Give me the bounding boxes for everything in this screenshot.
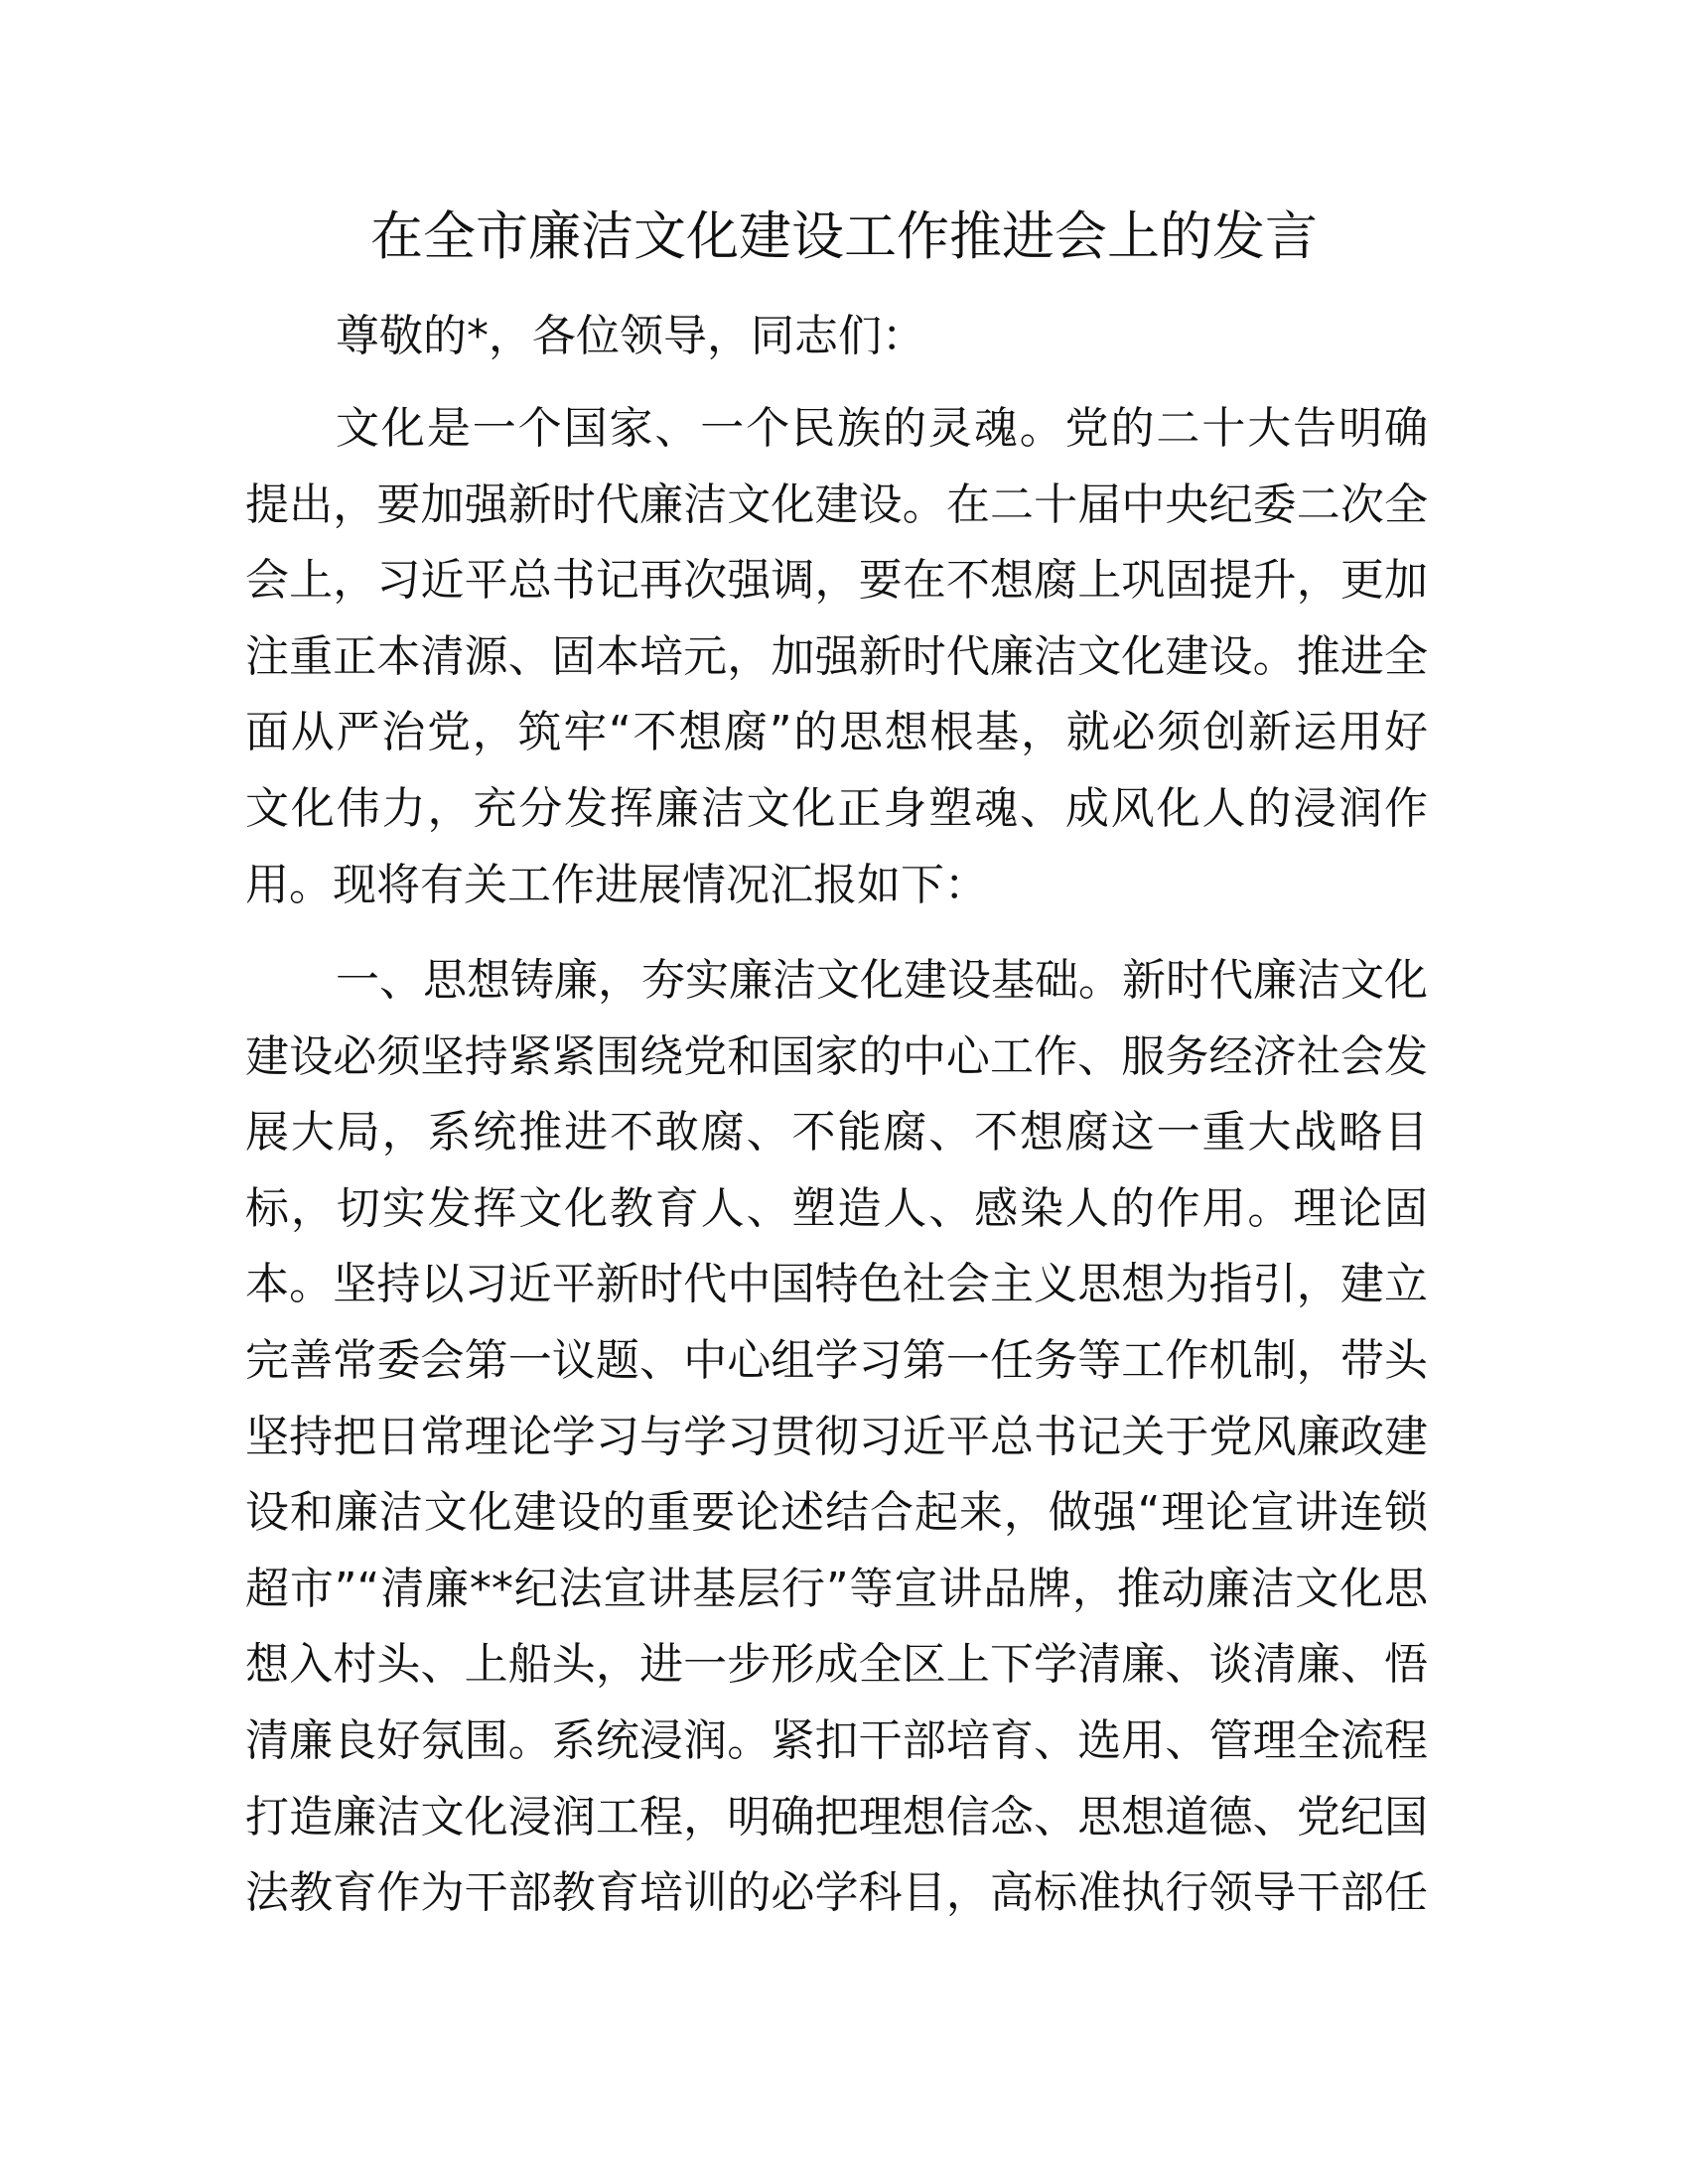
paragraph-line: 超市”“清廉**纪法宣讲基层行”等宣讲品牌，推动廉洁文化思 (245, 1563, 1428, 1614)
paragraph-line: 展大局，系统推进不敢腐、不能腐、不想腐这一重大战略目 (245, 1107, 1428, 1159)
paragraph-line: 提出，要加强新时代廉洁文化建设。在二十届中央纪委二次全 (245, 478, 1428, 530)
paragraph-line: 建设必须坚持紧紧围绕党和国家的中心工作、服务经济社会发 (245, 1030, 1428, 1082)
paragraph-line: 想入村头、上船头，进一步形成全区上下学清廉、谈清廉、悟 (245, 1639, 1428, 1691)
paragraph-line: 完善常委会第一议题、中心组学习第一任务等工作机制，带头 (245, 1335, 1428, 1386)
paragraph-line: 打造廉洁文化浸润工程，明确把理想信念、思想道德、党纪国 (245, 1791, 1428, 1843)
paragraph-line: 会上，习近平总书记再次强调，要在不想腐上巩固提升，更加 (245, 555, 1428, 607)
document-title: 在全市廉洁文化建设工作推进会上的发言 (370, 206, 1318, 267)
paragraph-line: 文化是一个国家、一个民族的灵魂。党的二十大告明确 (336, 403, 1428, 454)
salutation: 尊敬的*，各位领导，同志们： (336, 311, 925, 361)
paragraph-line: 用。现将有关工作进展情况汇报如下： (245, 859, 988, 910)
paragraph-line: 本。坚持以习近平新时代中国特色社会主义思想为指引，建立 (245, 1259, 1428, 1310)
paragraph-line: 标，切实发挥文化教育人、塑造人、感染人的作用。理论固 (245, 1182, 1428, 1234)
paragraph-line: 文化伟力，充分发挥廉洁文化正身塑魂、成风化人的浸润作 (245, 783, 1428, 834)
paragraph-line: 面从严治党，筑牢“不想腐”的思想根基，就必须创新运用好 (245, 707, 1428, 758)
paragraph-line: 设和廉洁文化建设的重要论述结合起来，做强“理论宣讲连锁 (245, 1487, 1428, 1539)
paragraph-line: 法教育作为干部教育培训的必学科目，高标准执行领导干部任 (245, 1867, 1428, 1919)
paragraph-line: 注重正本清源、固本培元，加强新时代廉洁文化建设。推进全 (245, 630, 1428, 682)
paragraph-line: 清廉良好氛围。系统浸润。紧扣干部培育、选用、管理全流程 (245, 1715, 1428, 1766)
paragraph-line: 一、思想铸廉，夯实廉洁文化建设基础。新时代廉洁文化 (336, 955, 1428, 1006)
paragraph-line: 坚持把日常理论学习与学习贯彻习近平总书记关于党风廉政建 (245, 1411, 1428, 1462)
